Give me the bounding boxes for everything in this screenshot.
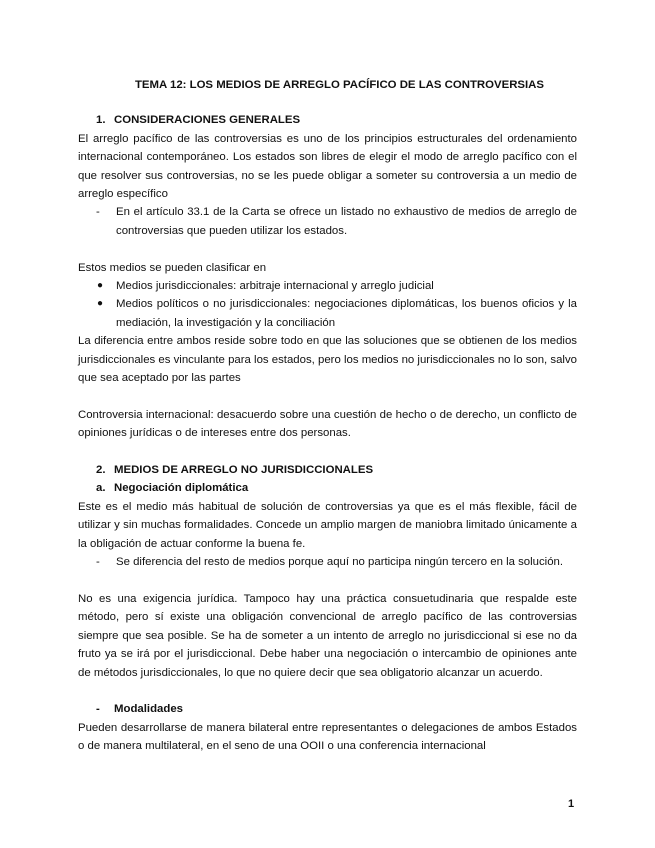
- bullet-item-2: [78, 295, 577, 332]
- bullet-item-1: [78, 277, 577, 295]
- obligation-paragraph: No es una exigencia jurídica. Tampoco hay una práctica consuetudinaria que respalde este método, pero sí existe una obligación convencional de arreglo pacífico de las controversias siempre que sea posible. Se ha de someter a un intento de arreglo no jurisdiccional si ese no da fruto ya se irá por el jurisdiccional. Debe haber una negociación o intercambio de opiniones ante de métodos jurisdiccionales, lo que no quiere decir que sea obligatorio alcanzar un acuerdo.: [78, 592, 577, 679]
- modalities-title: Modalidades: [114, 703, 183, 716]
- modalities-heading: [78, 700, 577, 718]
- negotiation-paragraph: Este es el medio más habitual de solución de controversias ya que es el más flexible, fácil de utilizar y sin muchas formalidades. Concede un amplio margen de maniobra limitado únicamente a la obligación de actuar conforme la buena fe.: [78, 500, 577, 550]
- section-1-title: CONSIDERACIONES GENERALES: [114, 114, 301, 127]
- dash-item-text: Se diferencia del resto de medios porque aquí no participa ningún tercero en la solución.: [116, 556, 564, 569]
- dash-item-text: En el artículo 33.1 de la Carta se ofrece un listado no exhaustivo de medios de arreglo de controversias que pueden utilizar los estados.: [116, 206, 577, 237]
- classification-intro: Estos medios se pueden clasificar en: [78, 261, 267, 274]
- bullet-item-text: Medios jurisdiccionales: arbitraje internacional y arreglo judicial: [116, 280, 434, 293]
- section-2-number: 2.: [96, 464, 106, 477]
- section-2-title: MEDIOS DE ARREGLO NO JURISDICCIONALES: [114, 464, 374, 477]
- section-1-paragraph: El arreglo pacífico de las controversias es uno de los principios estructurales del ordenamiento internacional contemporáneo. Los estados son libres de elegir el modo de arreglo pacífico con el que resolver sus controversias, no se les puede obligar a someter su controversia a un medio de arreglo específico: [78, 132, 577, 201]
- modalities-marker: -: [96, 703, 100, 716]
- subsection-a-title: Negociación diplomática: [114, 482, 249, 495]
- subsection-a-heading: [78, 479, 577, 497]
- modalities-paragraph: Pueden desarrollarse de manera bilateral entre representantes o delegaciones de ambos Estados o de manera multilateral, en el seno de una OOII o una conferencia internacional: [78, 721, 577, 753]
- dash-marker: -: [96, 206, 100, 219]
- section-2-dash-item: [78, 553, 577, 571]
- definition-paragraph: Controversia internacional: desacuerdo sobre una cuestión de hecho o de derecho, un conflicto de opiniones jurídicas o de intereses entre dos personas.: [78, 408, 577, 440]
- bullet-item-text: Medios políticos o no jurisdiccionales: negociaciones diplomáticas, los buenos oficios y la mediación, la investigación y la conciliación: [116, 298, 577, 329]
- page-number: 1: [568, 798, 575, 810]
- subsection-a-letter: a.: [96, 482, 106, 495]
- section-1-heading: [78, 111, 577, 129]
- dash-marker: -: [96, 556, 100, 569]
- section-1-dash-item: [78, 203, 577, 240]
- difference-paragraph: La diferencia entre ambos reside sobre todo en que las soluciones que se obtienen de los medios jurisdiccionales es vinculante para los estados, pero los medios no jurisdiccionales no lo son, salvo que sea aceptado por las partes: [78, 335, 577, 385]
- section-1-number: 1.: [96, 114, 106, 127]
- bullet-icon: ●: [97, 280, 104, 292]
- bullet-icon: ●: [97, 298, 104, 310]
- page-title: TEMA 12: LOS MEDIOS DE ARREGLO PACÍFICO DE LAS CONTROVERSIAS: [134, 79, 545, 91]
- section-2-heading: [78, 461, 577, 479]
